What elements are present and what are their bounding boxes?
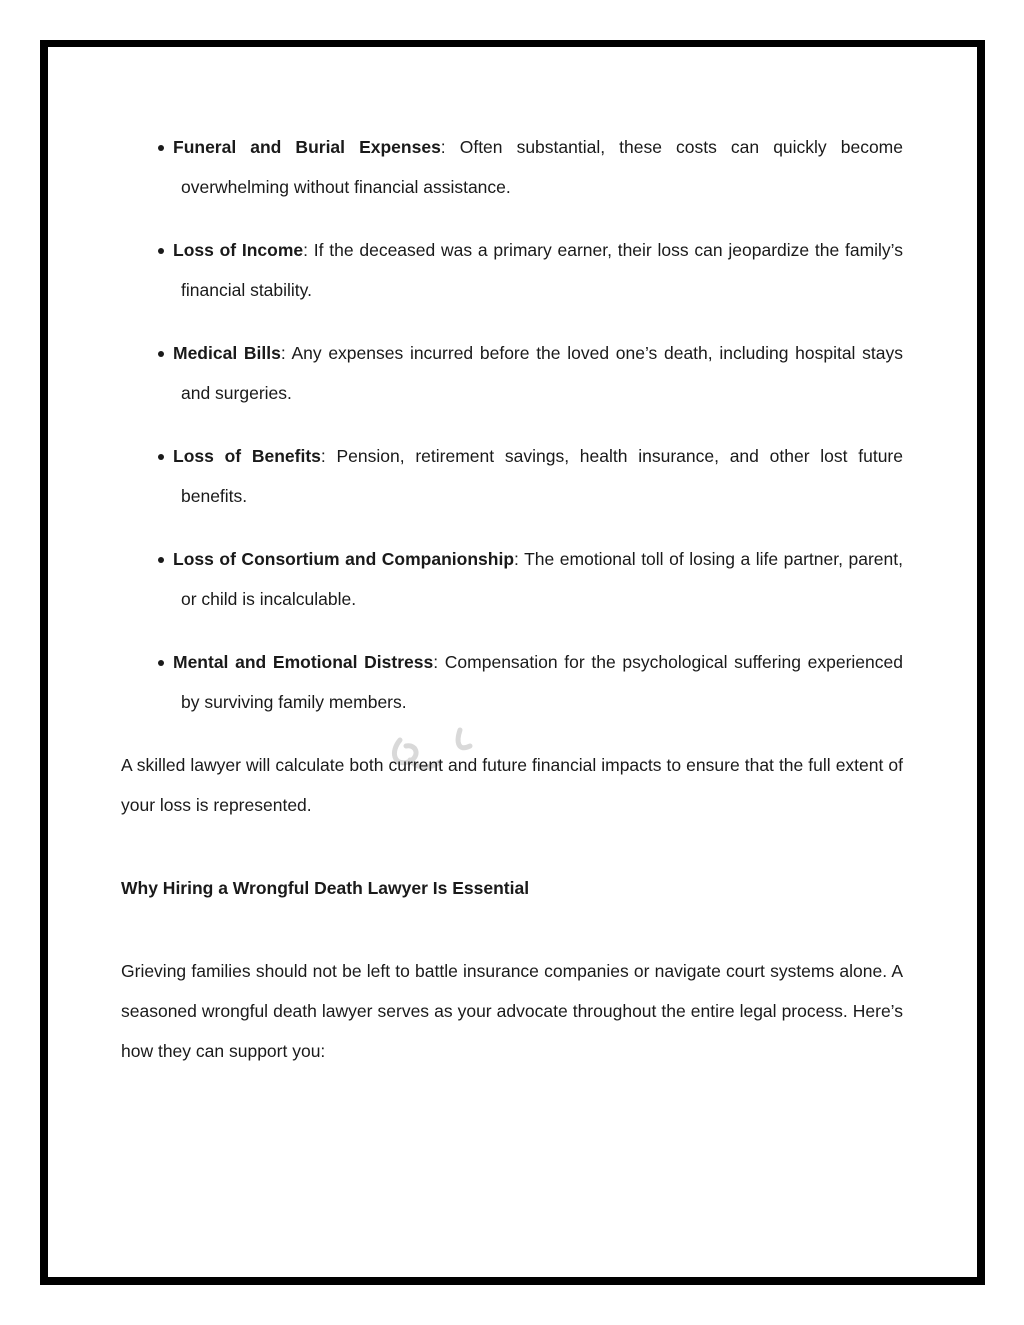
bullet-description: : Any expenses incurred before the loved one’s death, including hospital stays and surgeries. bbox=[181, 343, 903, 403]
list-item-medical-bills bbox=[121, 333, 903, 413]
bullet-description: : Compensation for the psychological suffering experienced by surviving family members. bbox=[181, 652, 903, 712]
bullet-term: Medical Bills bbox=[173, 343, 281, 363]
list-item-loss-of-consortium bbox=[121, 539, 903, 619]
section-heading: Why Hiring a Wrongful Death Lawyer Is Essential bbox=[121, 878, 530, 898]
bullet-term: Loss of Benefits bbox=[173, 446, 321, 466]
list-item-funeral-expenses bbox=[121, 127, 903, 207]
bullet-description: : If the deceased was a primary earner, their loss can jeopardize the family’s financial stability. bbox=[181, 240, 903, 300]
list-item-emotional-distress bbox=[121, 642, 903, 722]
bullet-description: : Pension, retirement savings, health insurance, and other lost future benefits. bbox=[181, 446, 903, 506]
bullet-term: Mental and Emotional Distress bbox=[173, 652, 434, 672]
list-item-loss-of-benefits bbox=[121, 436, 903, 516]
bullet-term: Loss of Consortium and Companionship bbox=[173, 549, 515, 569]
bullet-term: Funeral and Burial Expenses bbox=[173, 137, 441, 157]
damages-list bbox=[121, 127, 903, 722]
bullet-description: : Often substantial, these costs can quickly become overwhelming without financial assistance. bbox=[181, 137, 903, 197]
document-body bbox=[121, 127, 903, 1071]
summary-paragraph: A skilled lawyer will calculate both current and future financial impacts to ensure that the full extent of your loss is represented. bbox=[121, 755, 903, 815]
list-item-loss-of-income bbox=[121, 230, 903, 310]
bullet-description: : The emotional toll of losing a life partner, parent, or child is incalculable. bbox=[181, 549, 903, 609]
section-paragraph: Grieving families should not be left to battle insurance companies or navigate court systems alone. A seasoned wrongful death lawyer serves as your advocate throughout the entire legal process. Here’s how they can support you: bbox=[121, 961, 903, 1061]
bullet-term: Loss of Income bbox=[173, 240, 304, 260]
